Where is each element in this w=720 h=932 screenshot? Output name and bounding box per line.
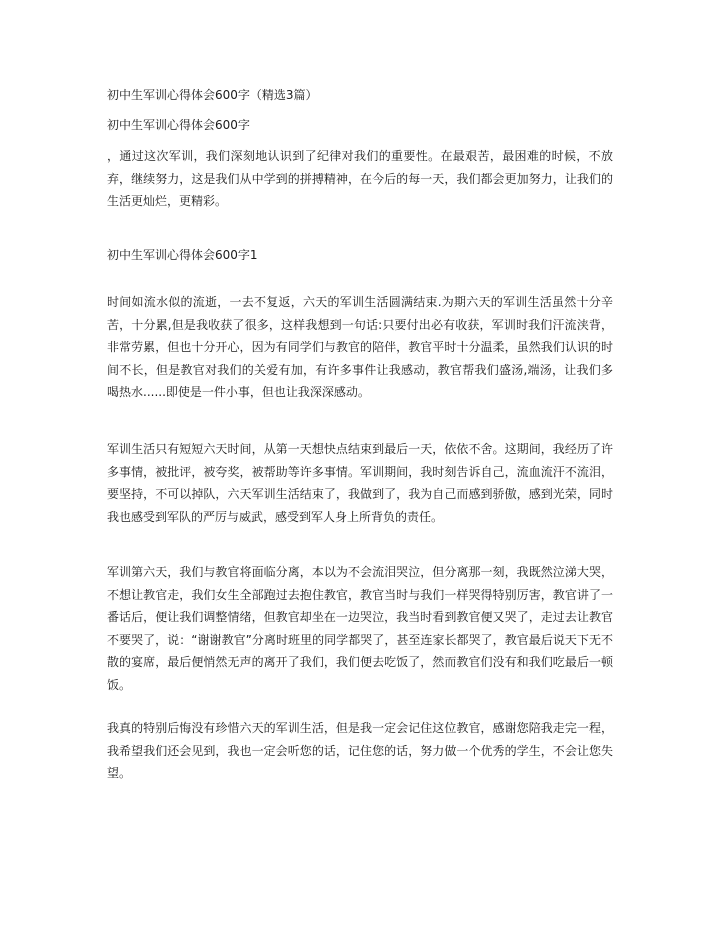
body-paragraph: 军训生活只有短短六天时间，从第一天想快点结束到最后一天，依依不舍。这期间，我经历了许多事情，被批评，被夸奖，被帮助等许多事情。军训期间，我时刻告诉自己，流血流汗不流泪，要坚持，不可以掉队，六天军训生活结束了，我做到了，我为自己而感到骄傲，感到光荣，同时我也感受到军队的严厉与威武，感受到军人身上所背负的责任。 xyxy=(107,442,613,524)
body-paragraph: 时间如流水似的流逝，一去不复返，六天的军训生活圆满结束.为期六天的军训生活虽然十分辛苦，十分累,但是我收获了很多，这样我想到一句话:只要付出必有收获，军训时我们汗流浃背，非常劳累，但也十分开心，因为有同学们与教官的陪伴，教官平时十分温柔，虽然我们认识的时间不长，但是教官对我们的关爱有加，有许多事件让我感动，教官帮我们盛汤,端汤，让我们多喝热水......即使是一件小事，但也让我深深感动。 xyxy=(107,295,613,399)
section-heading: 初中生军训心得体会600字1 xyxy=(107,248,258,262)
body-paragraph: 我真的特别后悔没有珍惜六天的军训生活，但是我一定会记住这位教官，感谢您陪我走完一程，我希望我们还会见到，我也一定会听您的话，记住您的话，努力做一个优秀的学生，不会让您失望。 xyxy=(107,721,613,780)
body-paragraph: 军训第六天，我们与教官将面临分离，本以为不会流泪哭泣，但分离那一刻，我既然泣涕大哭，不想让教官走，我们女生全部跑过去抱住教官，教官当时与我们一样哭得特别厉害，教官讲了一番话后，便让我们调整情绪，但教官却坐在一边哭泣，我当时看到教官便又哭了，走过去让教官不要哭了，说：“谢谢教官”分离时班里的同学都哭了，甚至连家长都哭了，教官最后说天下无不散的宴席，最后便悄然无声的离开了我们，我们便去吃饭了，然而教官们没有和我们吃最后一顿饭。 xyxy=(107,565,613,692)
intro-paragraph: ，通过这次军训，我们深刻地认识到了纪律对我们的重要性。在最艰苦，最困难的时候，不放弃，继续努力，这是我们从中学到的拼搏精神，在今后的每一天，我们都会更加努力，让我们的生活更灿烂，更精彩。 xyxy=(107,149,613,208)
document-subtitle: 初中生军训心得体会600字 xyxy=(107,118,250,132)
document-title: 初中生军训心得体会600字（精选3篇） xyxy=(107,88,318,102)
